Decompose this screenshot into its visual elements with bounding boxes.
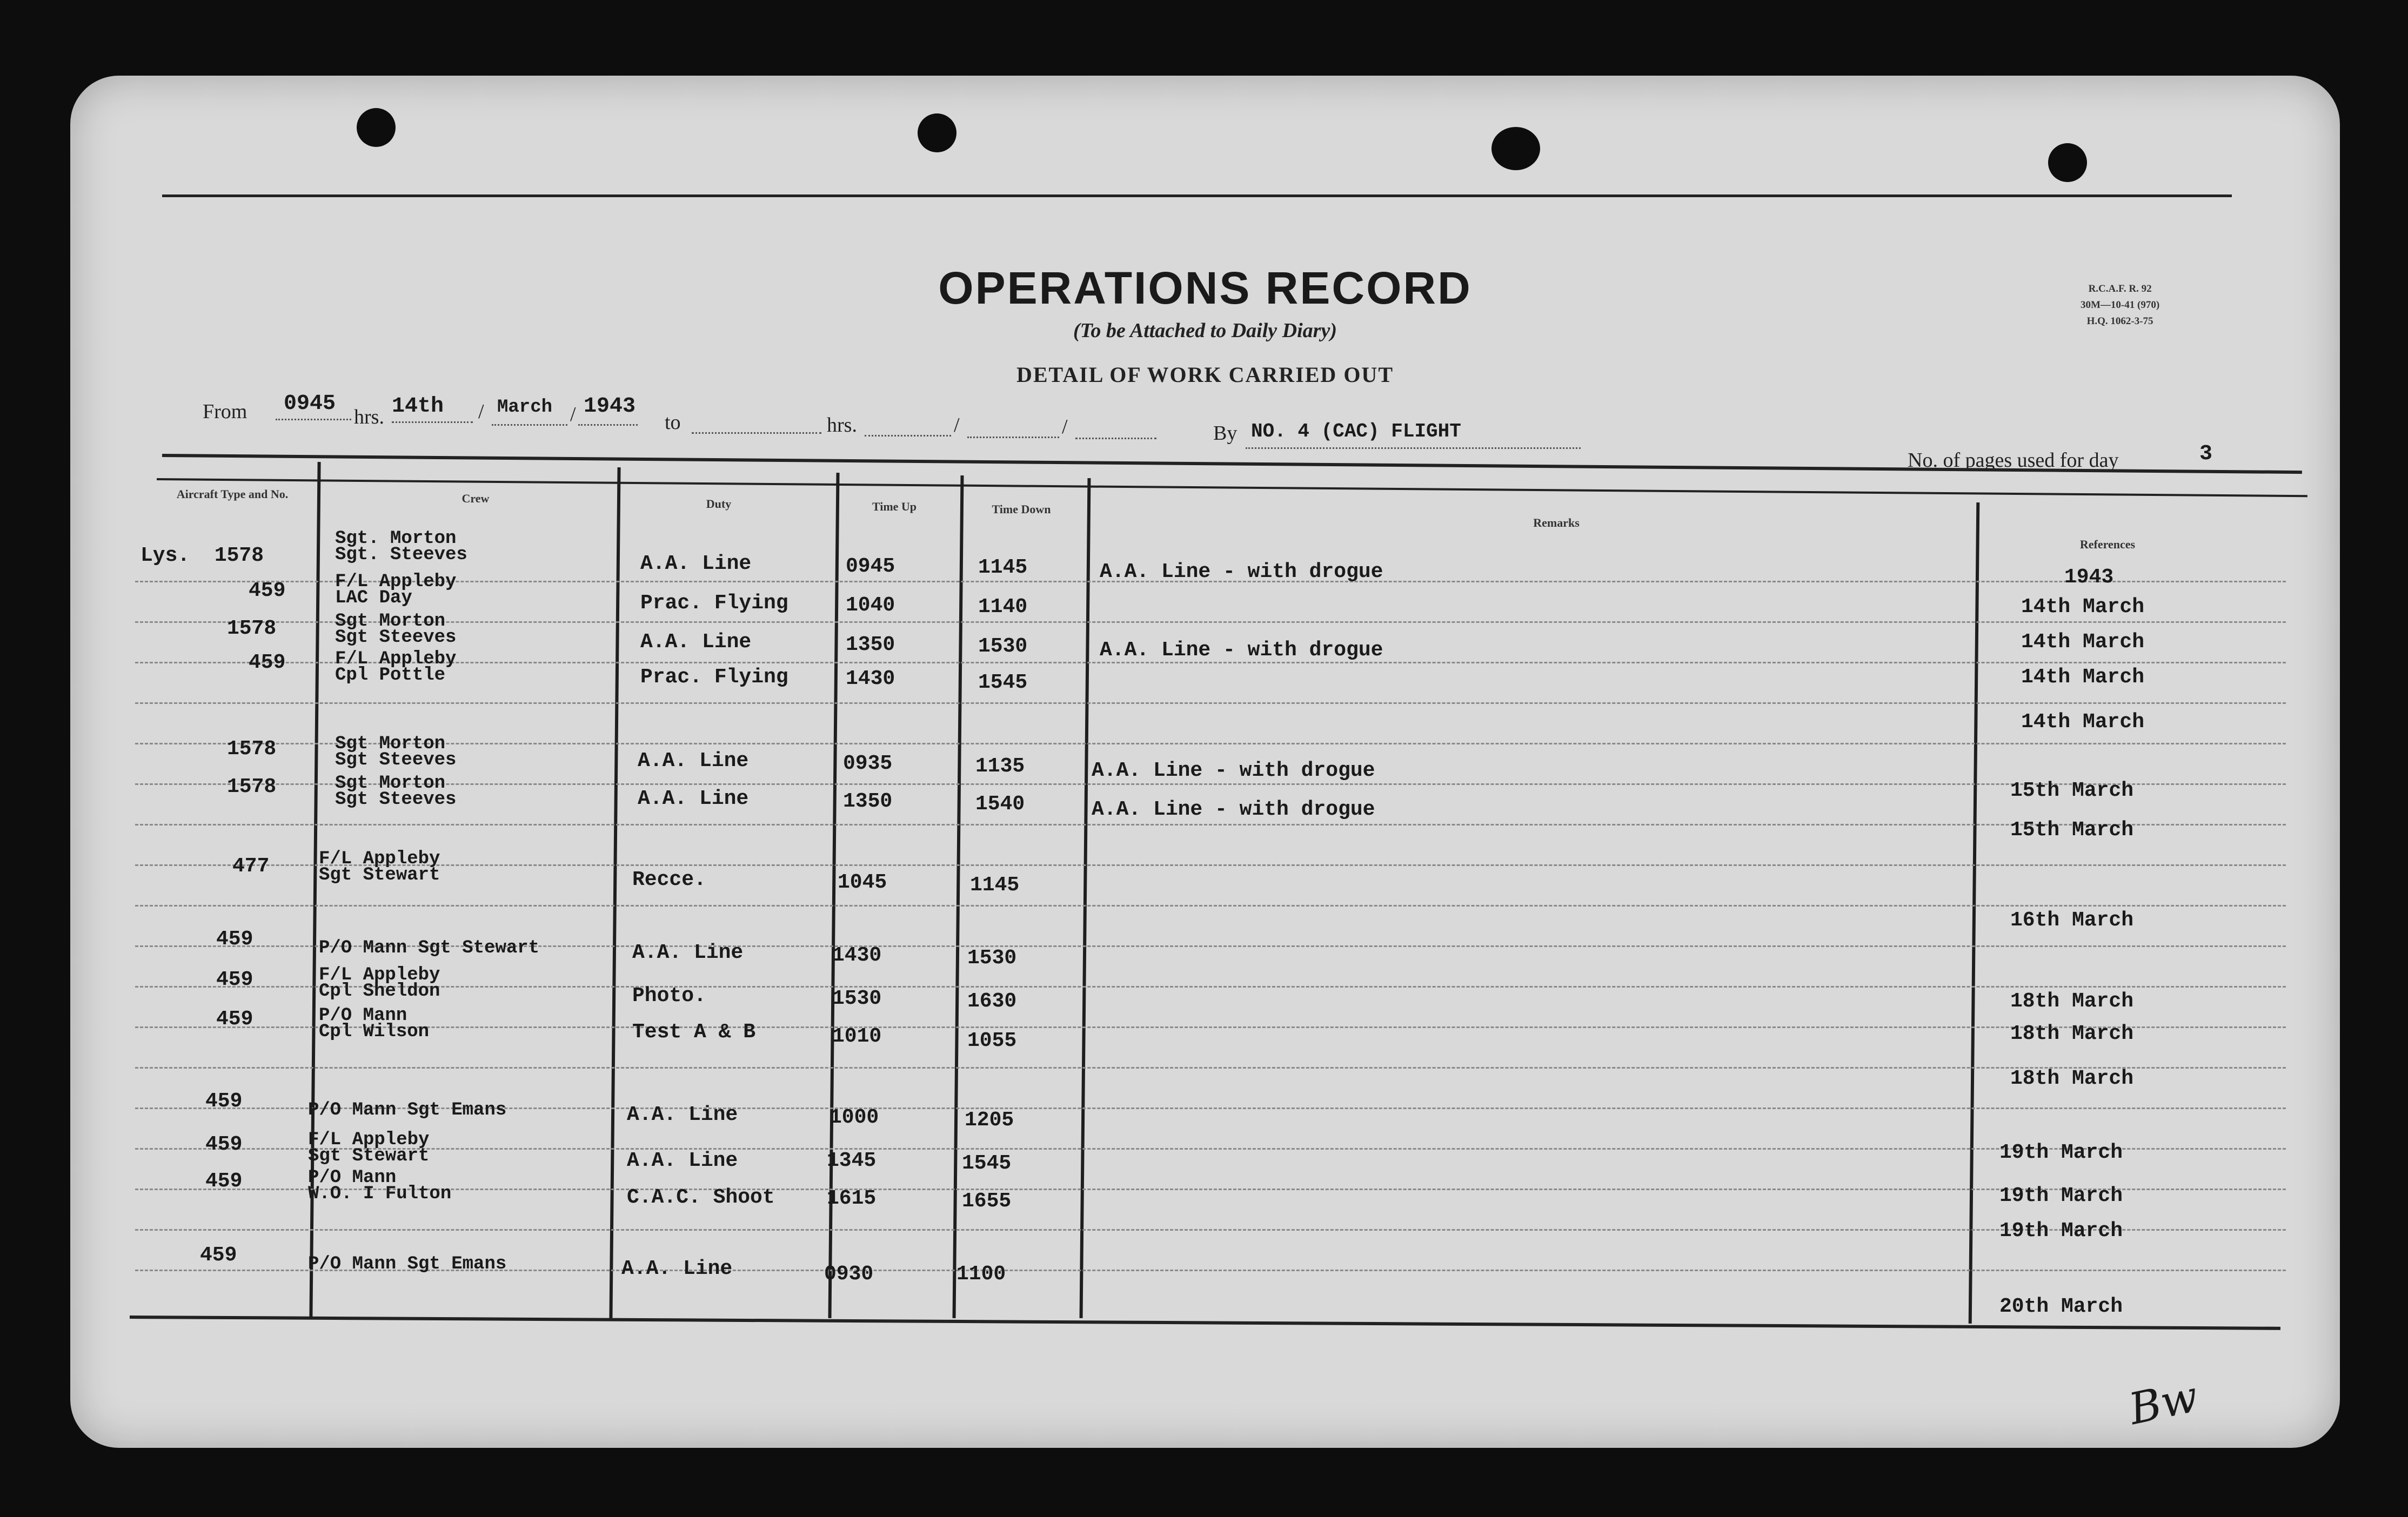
row-line bbox=[135, 905, 2286, 907]
row-line bbox=[135, 864, 2286, 866]
table-cell-time-down: 1545 bbox=[962, 1152, 1012, 1175]
to-hrs-underline bbox=[692, 432, 821, 434]
table-cell-time-up: 0935 bbox=[843, 752, 893, 775]
table-cell-crew bbox=[335, 528, 467, 565]
crew-member: Cpl Sheldon bbox=[319, 981, 440, 1002]
table-cell-reference: 18th March bbox=[2010, 1067, 2134, 1090]
table-cell-crew bbox=[319, 965, 440, 1002]
table-cell-aircraft: 459 bbox=[216, 968, 253, 991]
table-cell-duty: A.A. Line bbox=[640, 630, 752, 654]
crew-member: Sgt Stewart bbox=[308, 1146, 430, 1166]
crew-member: Sgt. Steeves bbox=[335, 545, 467, 565]
row-line bbox=[135, 986, 2286, 988]
table-cell-duty: Prac. Flying bbox=[640, 592, 788, 615]
form-ref-line: 30M—10-41 (970) bbox=[2081, 299, 2160, 311]
table-cell-duty: Test A & B bbox=[632, 1021, 756, 1044]
crew-member: Sgt. Morton bbox=[335, 528, 457, 549]
table-cell-time-down: 1540 bbox=[975, 793, 1025, 816]
table-cell-time-down: 1140 bbox=[978, 595, 1028, 619]
table-cell-time-up: 1040 bbox=[846, 594, 895, 617]
table-cell-time-up: 1345 bbox=[827, 1149, 877, 1172]
row-line bbox=[135, 702, 2286, 704]
table-cell-crew bbox=[335, 649, 457, 686]
table-cell-time-up: 1010 bbox=[832, 1025, 882, 1048]
crew-member: Sgt Morton bbox=[335, 734, 446, 754]
handwritten-initials: Bw bbox=[2124, 1371, 2203, 1435]
table-cell-reference: 15th March bbox=[2010, 818, 2134, 842]
from-label: From bbox=[203, 400, 248, 423]
table-cell-crew bbox=[319, 940, 539, 956]
row-line bbox=[135, 662, 2286, 663]
table-cell-crew bbox=[319, 1005, 430, 1042]
from-hrs-underline bbox=[276, 419, 351, 420]
col-header-crew: Crew bbox=[461, 492, 490, 505]
from-year: 1943 bbox=[584, 394, 636, 419]
table-cell-duty: A.A. Line bbox=[627, 1103, 738, 1126]
table-cell-reference: 18th March bbox=[2010, 1022, 2134, 1045]
table-cell-time-up: 1350 bbox=[843, 790, 893, 813]
form-reference bbox=[2081, 281, 2159, 330]
crew-member: P/O Mann Sgt Emans bbox=[308, 1100, 507, 1120]
table-cell-crew bbox=[319, 851, 440, 883]
table-cell-time-down: 1630 bbox=[967, 990, 1017, 1013]
crew-member: Sgt Steeves bbox=[335, 627, 457, 648]
table-cell-duty: Prac. Flying bbox=[640, 666, 788, 689]
date-slash: / bbox=[478, 400, 484, 423]
table-cell-time-up: 0945 bbox=[846, 555, 895, 578]
hrs-label: hrs. bbox=[354, 406, 384, 428]
table-cell-duty: Recce. bbox=[632, 868, 706, 891]
table-cell-reference: 14th March bbox=[2021, 630, 2145, 654]
table-cell-aircraft: 459 bbox=[200, 1244, 237, 1267]
table-cell-time-up: 1350 bbox=[846, 633, 895, 656]
top-rule bbox=[162, 194, 2232, 197]
by-value: NO. 4 (CAC) FLIGHT bbox=[1251, 420, 1461, 442]
to-hrs-label: hrs. bbox=[827, 414, 857, 437]
table-cell-time-down: 1145 bbox=[978, 556, 1028, 579]
form-ref-line: R.C.A.F. R. 92 bbox=[2088, 283, 2152, 294]
to-year-underline bbox=[1075, 438, 1156, 439]
table-cell-time-down: 1135 bbox=[975, 755, 1025, 778]
table-cell-aircraft: 1578 bbox=[227, 737, 277, 761]
crew-member: Cpl Pottle bbox=[335, 665, 446, 686]
from-month-underline bbox=[492, 424, 567, 426]
table-cell-reference: 19th March bbox=[1999, 1219, 2123, 1243]
table-cell-time-down: 1205 bbox=[965, 1109, 1014, 1132]
table-cell-time-up: 1430 bbox=[832, 944, 882, 967]
crew-member: F/L Appleby bbox=[335, 572, 457, 592]
crew-member: P/O Mann bbox=[319, 1005, 407, 1026]
table-cell-time-down: 1055 bbox=[967, 1029, 1017, 1052]
by-underline bbox=[1246, 447, 1581, 449]
binder-hole-2 bbox=[918, 113, 956, 152]
crew-member: Sgt Morton bbox=[335, 773, 446, 794]
crew-member: LAC Day bbox=[335, 588, 412, 608]
crew-member: Sgt Steeves bbox=[335, 789, 457, 810]
date-slash: / bbox=[954, 414, 960, 437]
table-cell-reference: 1943 bbox=[2064, 566, 2114, 589]
col-divider bbox=[1969, 502, 1980, 1324]
table-cell-reference: 14th March bbox=[2021, 595, 2145, 619]
table-cell-crew bbox=[308, 1167, 452, 1204]
crew-member: Sgt Morton bbox=[335, 611, 446, 632]
col-header-references: References bbox=[2079, 538, 2136, 551]
binder-hole-1 bbox=[357, 108, 396, 147]
from-hrs: 0945 bbox=[284, 392, 336, 416]
table-cell-aircraft: 459 bbox=[216, 928, 253, 951]
crew-member: W.O. I Fulton bbox=[308, 1184, 452, 1204]
row-line bbox=[135, 1026, 2286, 1028]
table-cell-aircraft: 459 bbox=[205, 1133, 243, 1156]
table-cell-time-up: 1530 bbox=[832, 987, 882, 1010]
table-cell-duty: Photo. bbox=[632, 984, 706, 1008]
to-month-underline bbox=[967, 437, 1059, 438]
col-header-duty: Duty bbox=[706, 497, 732, 511]
table-cell-crew bbox=[335, 736, 456, 768]
to-label: to bbox=[665, 411, 681, 434]
date-slash: / bbox=[1062, 415, 1068, 438]
row-line bbox=[135, 783, 2286, 785]
crew-member: P/O Mann Sgt Emans bbox=[308, 1254, 507, 1274]
table-cell-time-down: 1100 bbox=[956, 1263, 1006, 1286]
table-cell-time-down: 1145 bbox=[970, 874, 1020, 897]
table-cell-duty: A.A. Line bbox=[621, 1257, 733, 1280]
table-cell-aircraft: 459 bbox=[205, 1170, 243, 1193]
table-cell-crew bbox=[335, 613, 456, 646]
crew-member: F/L Appleby bbox=[335, 649, 457, 669]
table-cell-reference: 14th March bbox=[2021, 710, 2145, 734]
row-line bbox=[135, 743, 2286, 744]
table-cell-crew bbox=[308, 1102, 506, 1118]
to-day-underline bbox=[865, 435, 951, 437]
table-cell-time-down: 1655 bbox=[962, 1190, 1012, 1213]
table-cell-crew bbox=[308, 1132, 429, 1164]
table-cell-aircraft: 459 bbox=[249, 651, 286, 674]
table-cell-remarks: A.A. Line - with drogue bbox=[1092, 759, 1375, 782]
table-cell-time-down: 1545 bbox=[978, 671, 1028, 694]
row-line bbox=[135, 824, 2286, 825]
binder-hole-3 bbox=[1491, 127, 1540, 170]
table-cell-time-down: 1530 bbox=[978, 635, 1028, 658]
table-cell-reference: 15th March bbox=[2010, 779, 2134, 802]
from-month: March bbox=[497, 397, 553, 418]
table-cell-aircraft: 459 bbox=[205, 1090, 243, 1113]
row-line bbox=[135, 1148, 2286, 1150]
col-header-time-down: Time Down bbox=[992, 502, 1051, 516]
from-day-underline bbox=[392, 421, 473, 423]
table-cell-time-up: 1000 bbox=[830, 1106, 879, 1129]
page-title: OPERATIONS RECORD bbox=[938, 263, 1472, 313]
table-cell-remarks: A.A. Line - with drogue bbox=[1100, 560, 1383, 583]
pages-value: 3 bbox=[2199, 442, 2213, 466]
row-line bbox=[135, 1067, 2286, 1069]
table-cell-duty: A.A. Line bbox=[640, 552, 752, 575]
table-cell-remarks: A.A. Line - with drogue bbox=[1092, 798, 1375, 821]
crew-member: Cpl Wilson bbox=[319, 1022, 430, 1042]
table-cell-reference: 19th March bbox=[1999, 1184, 2123, 1207]
operations-record-sheet bbox=[70, 76, 2340, 1448]
crew-member: Sgt Steeves bbox=[335, 750, 457, 770]
table-cell-time-up: 0930 bbox=[824, 1263, 874, 1286]
crew-member: Sgt Stewart bbox=[319, 865, 440, 885]
pages-label: No. of pages used for day bbox=[1908, 449, 2119, 472]
crew-member: F/L Appleby bbox=[319, 965, 440, 985]
table-cell-aircraft: 1578 bbox=[227, 775, 277, 798]
row-line bbox=[135, 1229, 2286, 1231]
table-cell-reference: 18th March bbox=[2010, 990, 2134, 1013]
table-cell-crew bbox=[308, 1256, 506, 1272]
from-year-underline bbox=[578, 424, 638, 426]
table-cell-remarks: A.A. Line - with drogue bbox=[1100, 639, 1383, 662]
table-cell-reference: 14th March bbox=[2021, 666, 2145, 689]
table-cell-aircraft: 459 bbox=[216, 1008, 253, 1031]
table-cell-reference: 20th March bbox=[1999, 1295, 2123, 1318]
table-cell-duty: A.A. Line bbox=[627, 1149, 738, 1172]
by-label: By bbox=[1213, 422, 1238, 445]
col-header-remarks: Remarks bbox=[1533, 516, 1580, 529]
table-cell-reference: 16th March bbox=[2010, 909, 2134, 932]
page-subtitle: (To be Attached to Daily Diary) bbox=[1073, 319, 1337, 342]
table-cell-time-up: 1045 bbox=[838, 871, 887, 894]
crew-member: P/O Mann Sgt Stewart bbox=[319, 938, 540, 958]
col-header-time-up: Time Up bbox=[872, 500, 917, 513]
table-cell-duty: A.A. Line bbox=[632, 941, 744, 964]
crew-member: F/L Appleby bbox=[319, 849, 440, 869]
date-slash: / bbox=[570, 403, 576, 426]
crew-member: P/O Mann bbox=[308, 1167, 397, 1188]
table-cell-duty: A.A. Line bbox=[638, 749, 749, 773]
form-ref-line: H.Q. 1062-3-75 bbox=[2086, 316, 2153, 327]
crew-member: F/L Appleby bbox=[308, 1130, 430, 1150]
from-day: 14th bbox=[392, 394, 444, 419]
row-line bbox=[135, 621, 2286, 623]
table-cell-crew bbox=[335, 574, 456, 606]
table-cell-time-up: 1615 bbox=[827, 1187, 877, 1210]
table-cell-duty: A.A. Line bbox=[638, 787, 749, 810]
table-cell-aircraft: Lys. 1578 bbox=[141, 544, 264, 567]
binder-hole-4 bbox=[2048, 143, 2087, 182]
detail-heading: DETAIL OF WORK CARRIED OUT bbox=[1016, 363, 1394, 387]
col-header-aircraft: Aircraft Type and No. bbox=[176, 487, 289, 501]
table-bottom-rule bbox=[130, 1315, 2280, 1330]
table-cell-time-up: 1430 bbox=[846, 667, 895, 690]
table-cell-duty: C.A.C. Shoot bbox=[627, 1186, 775, 1209]
row-line bbox=[135, 1189, 2286, 1190]
col-divider bbox=[1080, 478, 1091, 1318]
table-cell-aircraft: 477 bbox=[232, 855, 270, 878]
table-cell-aircraft: 1578 bbox=[227, 617, 277, 640]
table-cell-aircraft: 459 bbox=[249, 579, 286, 602]
col-divider bbox=[609, 467, 620, 1318]
table-cell-reference: 19th March bbox=[1999, 1141, 2123, 1164]
table-cell-time-down: 1530 bbox=[967, 947, 1017, 970]
table-cell-crew bbox=[335, 775, 456, 808]
